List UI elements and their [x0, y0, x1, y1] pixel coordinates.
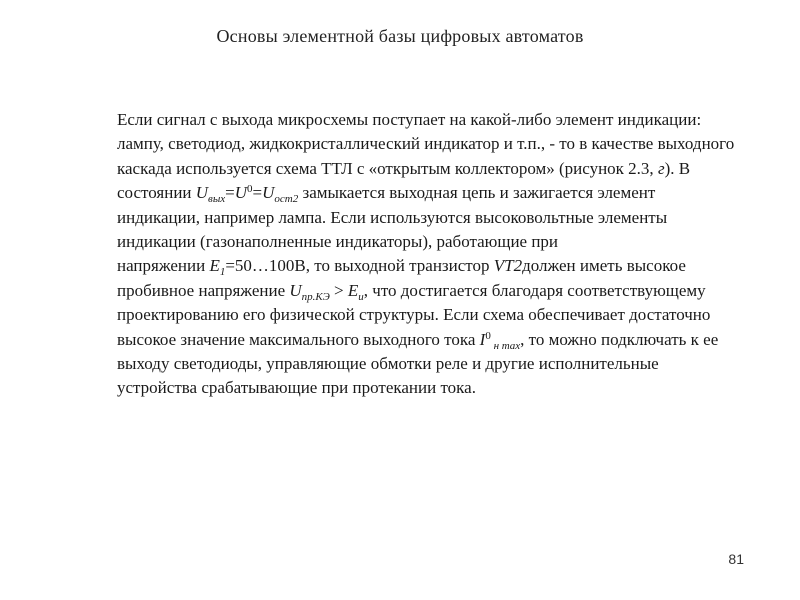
text-line-5: индикации, например лампа. Если используются высоковольтные элементы	[117, 207, 668, 227]
symbol-u-breakdown: U	[289, 280, 302, 300]
symbol-u-zero: U	[234, 183, 248, 203]
text-segment: , то можно подключать к ее	[520, 329, 719, 349]
subscript-one: 1	[219, 266, 226, 279]
subscript-u: u	[358, 290, 364, 303]
slide-title: Основы элементной базы цифровых автоматов	[216, 26, 584, 46]
text-segment: каскада используется схема ТТЛ с «открытым коллектором» (рисунок 2.3,	[117, 158, 658, 178]
symbol-e: E	[209, 256, 220, 276]
text-line-10	[117, 328, 777, 352]
symbol-u-residual: U	[262, 183, 275, 203]
subscript-out: вых	[208, 193, 226, 206]
text-segment: =50…100В, то выходной транзистор	[225, 256, 494, 276]
subscript-max: н max	[490, 339, 521, 352]
superscript-zero: 0	[247, 183, 253, 196]
text-segment: напряжении	[117, 256, 210, 276]
text-line-9: проектированию его физической структуры. Если схема обеспечивает достаточно	[117, 305, 711, 325]
text-line-8	[117, 279, 777, 303]
text-segment: пробивное напряжение	[117, 280, 290, 300]
subscript-residual: ост2	[274, 193, 299, 206]
text-line-11: выходу светодиоды, управляющие обмотки реле и другие исполнительные	[117, 354, 659, 374]
subscript-breakdown: пр.КЭ	[301, 290, 330, 303]
equals-sign: =	[225, 183, 235, 203]
superscript-zero: 0	[485, 329, 491, 342]
text-line-12: устройства срабатывающие при протекании тока.	[117, 378, 476, 398]
equals-sign: =	[252, 183, 263, 203]
text-segment: должен иметь высокое	[522, 256, 686, 276]
symbol-e-u: E	[347, 280, 359, 300]
page-number: 81	[728, 551, 744, 567]
text-segment: состоянии	[117, 183, 196, 203]
text-line-2: лампу, светодиод, жидкокристаллический индикатор и т.п., - то в качестве выходного	[117, 134, 735, 154]
figure-letter: г	[657, 158, 665, 178]
transistor-label: VT2	[493, 256, 523, 276]
text-segment: замыкается выходная цепь и зажигается элемент	[298, 183, 656, 203]
text-line-4	[117, 181, 777, 205]
text-line-7	[117, 254, 777, 278]
text-segment: высокое значение максимального выходного тока	[117, 329, 480, 349]
symbol-i: I	[479, 329, 486, 349]
body-paragraph	[117, 108, 777, 401]
text-segment: ). В	[664, 158, 691, 178]
text-line-6: индикации (газонаполненные индикаторы), работающие при	[117, 232, 559, 252]
text-line-3	[117, 157, 777, 181]
symbol-u-out: U	[195, 183, 209, 203]
greater-than-sign: >	[329, 280, 348, 300]
text-line-1: Если сигнал с выхода микросхемы поступает на какой-либо элемент индикации:	[117, 110, 702, 129]
text-segment: , что достигается благодаря соответствующему	[363, 280, 706, 300]
